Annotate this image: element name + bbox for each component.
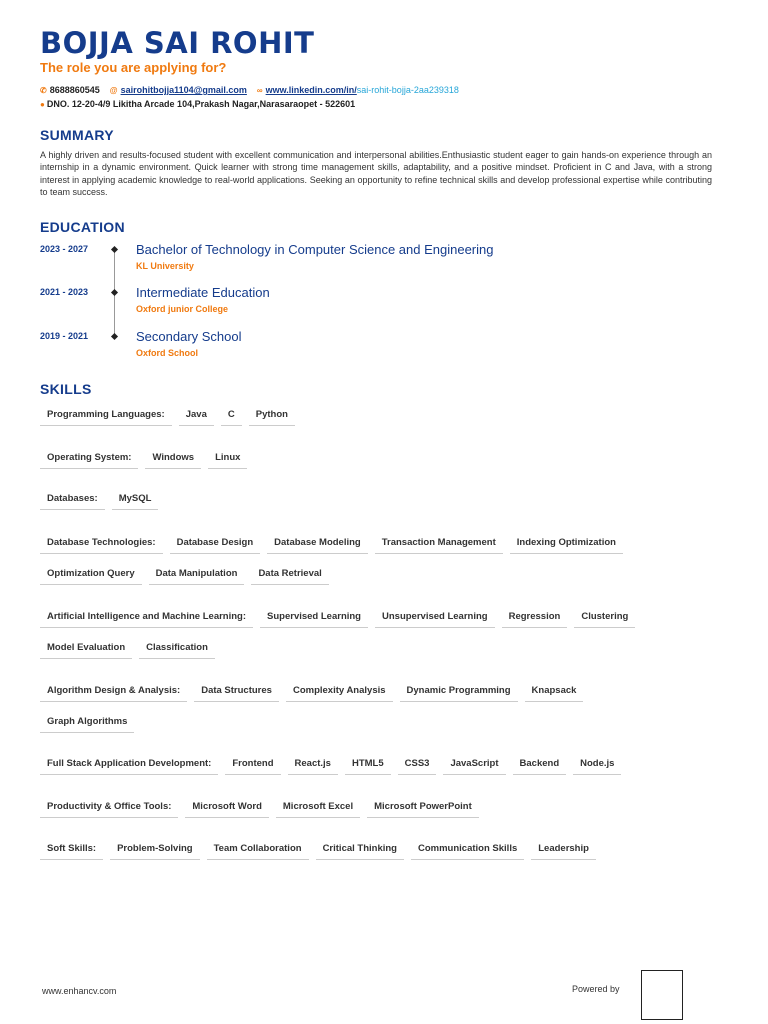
skill-chip: Team Collaboration <box>207 843 309 860</box>
education-item <box>40 329 720 359</box>
education-date: 2019 - 2021 <box>40 331 89 341</box>
phone-contact <box>40 85 100 95</box>
skill-chip: Microsoft PowerPoint <box>367 801 479 818</box>
skill-chip: Model Evaluation <box>40 642 132 659</box>
skill-chip: JavaScript <box>443 758 505 775</box>
candidate-name: BOJJA SAI ROHIT <box>40 26 315 60</box>
summary-heading: SUMMARY <box>40 127 114 143</box>
linkedin-link-handle[interactable]: sai-rohit-bojja-2aa239318 <box>356 85 459 95</box>
phone-number: 8688860545 <box>49 85 100 95</box>
education-degree: Bachelor of Technology in Computer Science and Engineering <box>136 242 494 257</box>
skill-chip: Microsoft Excel <box>276 801 360 818</box>
education-date: 2023 - 2027 <box>40 244 89 254</box>
skill-chip: Frontend <box>225 758 280 775</box>
skill-chip: Knapsack <box>525 685 584 702</box>
education-heading: EDUCATION <box>40 219 125 235</box>
skill-line <box>40 611 635 628</box>
education-date: 2021 - 2023 <box>40 287 89 297</box>
skill-chip: Dynamic Programming <box>400 685 518 702</box>
skill-chip: Database Modeling <box>267 537 368 554</box>
skill-line <box>40 685 583 702</box>
skill-chip: C <box>221 409 242 426</box>
skill-chip: CSS3 <box>398 758 437 775</box>
skill-category: Soft Skills: <box>40 843 103 860</box>
skill-chip: MySQL <box>112 493 159 510</box>
skill-category: Operating System: <box>40 452 138 469</box>
footer-powered-by: Powered by <box>572 984 620 994</box>
linkedin-link[interactable] <box>266 85 357 95</box>
timeline-dot <box>111 246 118 253</box>
skill-line <box>40 758 621 775</box>
skill-category: Database Technologies: <box>40 537 163 554</box>
skill-chip: Data Retrieval <box>251 568 328 585</box>
skill-category: Artificial Intelligence and Machine Learning: <box>40 611 253 628</box>
education-degree: Intermediate Education <box>136 285 270 300</box>
skill-line <box>40 409 295 426</box>
skill-chip: Transaction Management <box>375 537 503 554</box>
education-item <box>40 242 720 272</box>
skill-chip: Leadership <box>531 843 596 860</box>
education-degree: Secondary School <box>136 329 242 344</box>
skill-chip: HTML5 <box>345 758 391 775</box>
skill-chip: Classification <box>139 642 215 659</box>
skill-chip: Python <box>249 409 295 426</box>
address-text: DNO. 12-20-4/9 Likitha Arcade 104,Prakash Nagar,Narasaraopet - 522601 <box>46 99 356 109</box>
skill-category: Programming Languages: <box>40 409 172 426</box>
skill-chip: Microsoft Word <box>185 801 269 818</box>
skill-chip: Regression <box>502 611 568 628</box>
skill-chip: Complexity Analysis <box>286 685 393 702</box>
skill-line <box>40 452 247 469</box>
brand-logo-box <box>641 970 683 1020</box>
skill-line <box>40 568 329 585</box>
linkedin-link-base[interactable]: www.linkedin.com/in/ <box>265 85 357 95</box>
skill-chip: Node.js <box>573 758 621 775</box>
skill-chip: Data Structures <box>194 685 279 702</box>
skill-chip: React.js <box>288 758 338 775</box>
skill-line <box>40 801 479 818</box>
skill-chip: Optimization Query <box>40 568 142 585</box>
skill-line <box>40 716 134 733</box>
skill-category: Productivity & Office Tools: <box>40 801 178 818</box>
skill-category: Full Stack Application Development: <box>40 758 218 775</box>
skill-chip: Critical Thinking <box>316 843 404 860</box>
linkedin-contact[interactable] <box>257 85 459 95</box>
skill-chip: Java <box>179 409 214 426</box>
skill-line <box>40 843 596 860</box>
education-item <box>40 285 720 315</box>
role-title: The role you are applying for? <box>40 60 227 75</box>
timeline-dot <box>111 333 118 340</box>
phone-icon: ✆ <box>40 86 47 95</box>
skill-chip: Data Manipulation <box>149 568 245 585</box>
skill-chip: Windows <box>145 452 201 469</box>
skill-chip: Unsupervised Learning <box>375 611 495 628</box>
skill-chip: Communication Skills <box>411 843 524 860</box>
skill-chip: Backend <box>513 758 567 775</box>
education-school: Oxford School <box>136 348 199 358</box>
skills-heading: SKILLS <box>40 381 92 397</box>
education-school: Oxford junior College <box>136 304 229 314</box>
summary-text: A highly driven and results-focused student with excellent communication and interpersonal abilities.Enthusiastic student eager to gain hands-on experience through an internship in a dynamic environment. Quick learner with strong time management skills, adaptability, and a positive mindset. Proficient in C and Java, with a strong interest in applying academic knowledge to real-world applications. Seeking an opportunity to refine technical skills and develop professional expertise while contributing to team success. <box>40 150 712 198</box>
skill-line <box>40 493 158 510</box>
link-icon: ∞ <box>256 86 263 95</box>
skill-chip: Linux <box>208 452 247 469</box>
skill-chip: Graph Algorithms <box>40 716 134 733</box>
skill-chip: Clustering <box>574 611 635 628</box>
skill-category: Databases: <box>40 493 105 510</box>
contact-line <box>40 85 459 95</box>
footer-site[interactable]: www.enhancv.com <box>42 986 117 996</box>
address-line <box>40 99 355 109</box>
timeline-dot <box>111 289 118 296</box>
skill-chip: Problem-Solving <box>110 843 199 860</box>
skill-chip: Supervised Learning <box>260 611 368 628</box>
email-contact[interactable] <box>110 85 247 95</box>
skill-line <box>40 537 623 554</box>
skill-chip: Database Design <box>170 537 261 554</box>
skill-category: Algorithm Design & Analysis: <box>40 685 187 702</box>
skill-line <box>40 642 215 659</box>
email-link[interactable]: sairohitbojja1104@gmail.com <box>120 85 247 95</box>
at-icon: @ <box>109 86 118 95</box>
education-school: KL University <box>136 261 194 271</box>
location-icon: ● <box>40 100 45 109</box>
skill-chip: Indexing Optimization <box>510 537 623 554</box>
